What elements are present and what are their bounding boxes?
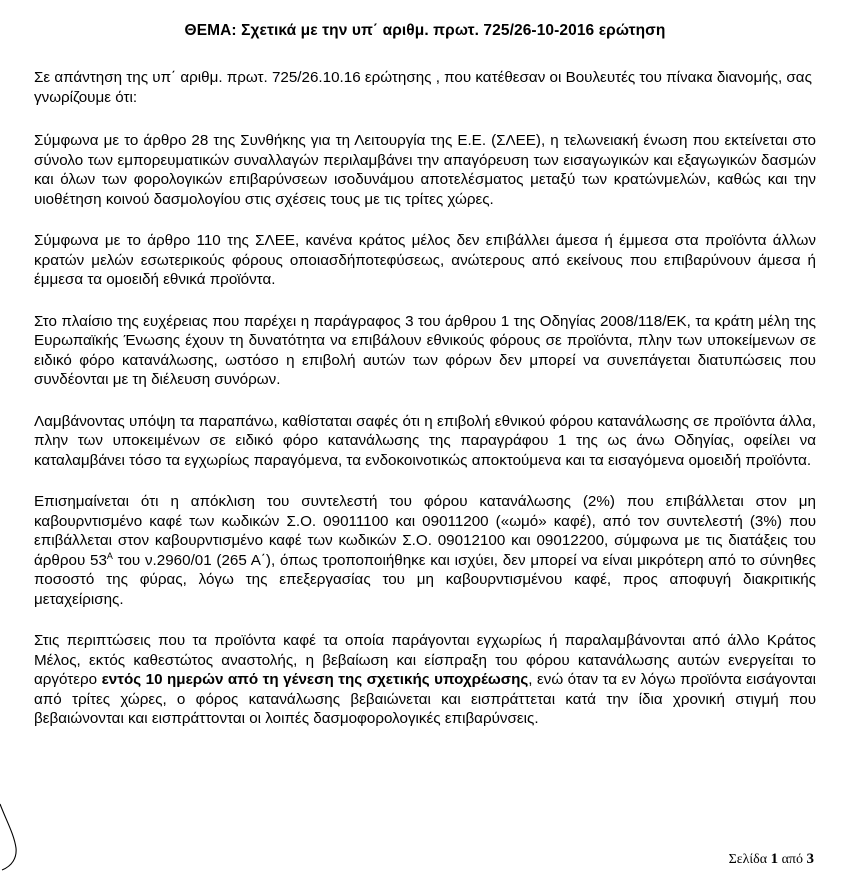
page-current: 1 (770, 851, 779, 867)
coffee-rates-text-b: του ν.2960/01 (265 Α΄), όπως τροποποιήθηκε και ισχύει, δεν μπορεί να είναι μικρότερη από το σύνηθες ποσοστό της φύρας, λόγω της επεξεργασίας του μη καβουρντισμένου καφέ, προς αποφυγή διακριτικής μεταχείρισης. (34, 551, 816, 608)
coffee-rates-text-a: Επισημαίνεται ότι η απόκλιση του συντελεστή του φόρου κατανάλωσης (2%) που επιβάλλεται στον μη καβουρντισμένο καφέ των κωδικών Σ.Ο. 09011100 και 09011200 («ωμό» καφέ), από τον συντελεστή (3%) που επιβάλλεται στον καβουρντισμένο καφέ των κωδικών Σ.Ο. 09012100 και 09012200, σύμφωνα με τις διατάξεις του άρθρου 53 (34, 493, 816, 569)
paragraph-coffee-rates (34, 492, 816, 609)
page-total: 3 (806, 851, 814, 867)
collection-text-b: , ενώ όταν τα εν λόγω προϊόντα εισάγονται από τρίτες χώρες, ο φόρος κατανάλωσης βεβαιώνεται και εισπράττεται κατά την ίδια χρονική στιγμή που βεβαιώνονται και εισπράττονται οι λοιπές δασμοφορολογικές επιβαρύνσεις. (34, 671, 816, 727)
article-superscript: Α (106, 550, 113, 561)
paragraph-directive: Στο πλαίσιο της ευχέρειας που παρέχει η παράγραφος 3 του άρθρου 1 της Οδηγίας 2008/118/ΕΚ, τα κράτη μέλη της Ευρωπαϊκής Ένωσης έχουν τη δυνατότητα να επιβάλουν εθνικούς φόρους σε προϊόντα, πλην των υποκείμενων σε ειδικό φόρο κατανάλωσης, ωστόσο η επιβολή αυτών των φόρων δεν μπορεί να συνεπάγεται διατυπώσεις που συνδέονται με τη διέλευση συνόρων. (34, 312, 816, 388)
paragraph-collection (34, 631, 816, 729)
paragraph-conclusion: Λαμβάνοντας υπόψη τα παραπάνω, καθίσταται σαφές ότι η επιβολή εθνικού φόρου κατανάλωσης σε προϊόντα άλλα, πλην των υποκειμένων σε ειδικό φόρο κατανάλωσης της παραγράφου 1 της ως άνω Οδηγίας, οφείλει να καταλαμβάνει τόσο τα εγχωρίως παραγόμενα, τα ενδοκοινοτικώς αποκτούμενα και τα εισαγόμενα ομοειδή προϊόντα. (34, 412, 816, 469)
subject-heading: ΘΕΜΑ: Σχετικά με την υπ΄ αριθμ. πρωτ. 725/26-10-2016 ερώτηση (184, 22, 666, 39)
page-word: Σελίδα (728, 852, 768, 867)
collection-deadline-bold: εντός 10 ημερών από τη γένεση της σχετικής υποχρέωσης (101, 671, 529, 688)
paragraph-intro: Σε απάντηση της υπ΄ αριθμ. πρωτ. 725/26.10.16 ερώτησης , που κατέθεσαν οι Βουλευτές του πίνακα διανομής, σας γνωρίζουμε ότι: (34, 69, 812, 106)
margin-pen-mark (0, 802, 20, 872)
paragraph-article-110: Σύμφωνα με το άρθρο 110 της ΣΛΕΕ, κανένα κράτος μέλος δεν επιβάλλει άμεσα ή έμμεσα στα προϊόντα άλλων κρατών μελών εσωτερικούς φόρους οποιασδήποτεφύσεως, ανώτερους από εκείνους που επιβαρύνουν άμεσα ή έμμεσα τα ομοειδή εθνικά προϊόντα. (34, 232, 816, 288)
collection-text-a: Στις περιπτώσεις που τα προϊόντα καφέ τα οποία παράγονται εγχωρίως ή παραλαμβάνονται από άλλο Κράτος Μέλος, εκτός καθεστώτος αναστολής, η βεβαίωση και είσπραξη του φόρου κατανάλωσης αυτών ενεργείται το αργότερο (34, 632, 816, 688)
page-number-footer (729, 851, 814, 868)
paragraph-article-28: Σύμφωνα με το άρθρο 28 της Συνθήκης για τη Λειτουργία της Ε.Ε. (ΣΛΕΕ), η τελωνειακή ένωση που εκτείνεται στο σύνολο των εμπορευματικών συναλλαγών περιλαμβάνει την απαγόρευση των εισαγωγικών και εξαγωγικών δασμών και όλων των φορολογικών επιβαρύνσεων ισοδυνάμου αποτελέσματος μεταξύ των κρατώνμελών, καθώς και την υιοθέτηση κοινού δασμολογίου στις σχέσεις τους με τις τρίτες χώρες. (34, 132, 816, 208)
document-body (34, 68, 816, 751)
page-of: από (781, 852, 803, 867)
